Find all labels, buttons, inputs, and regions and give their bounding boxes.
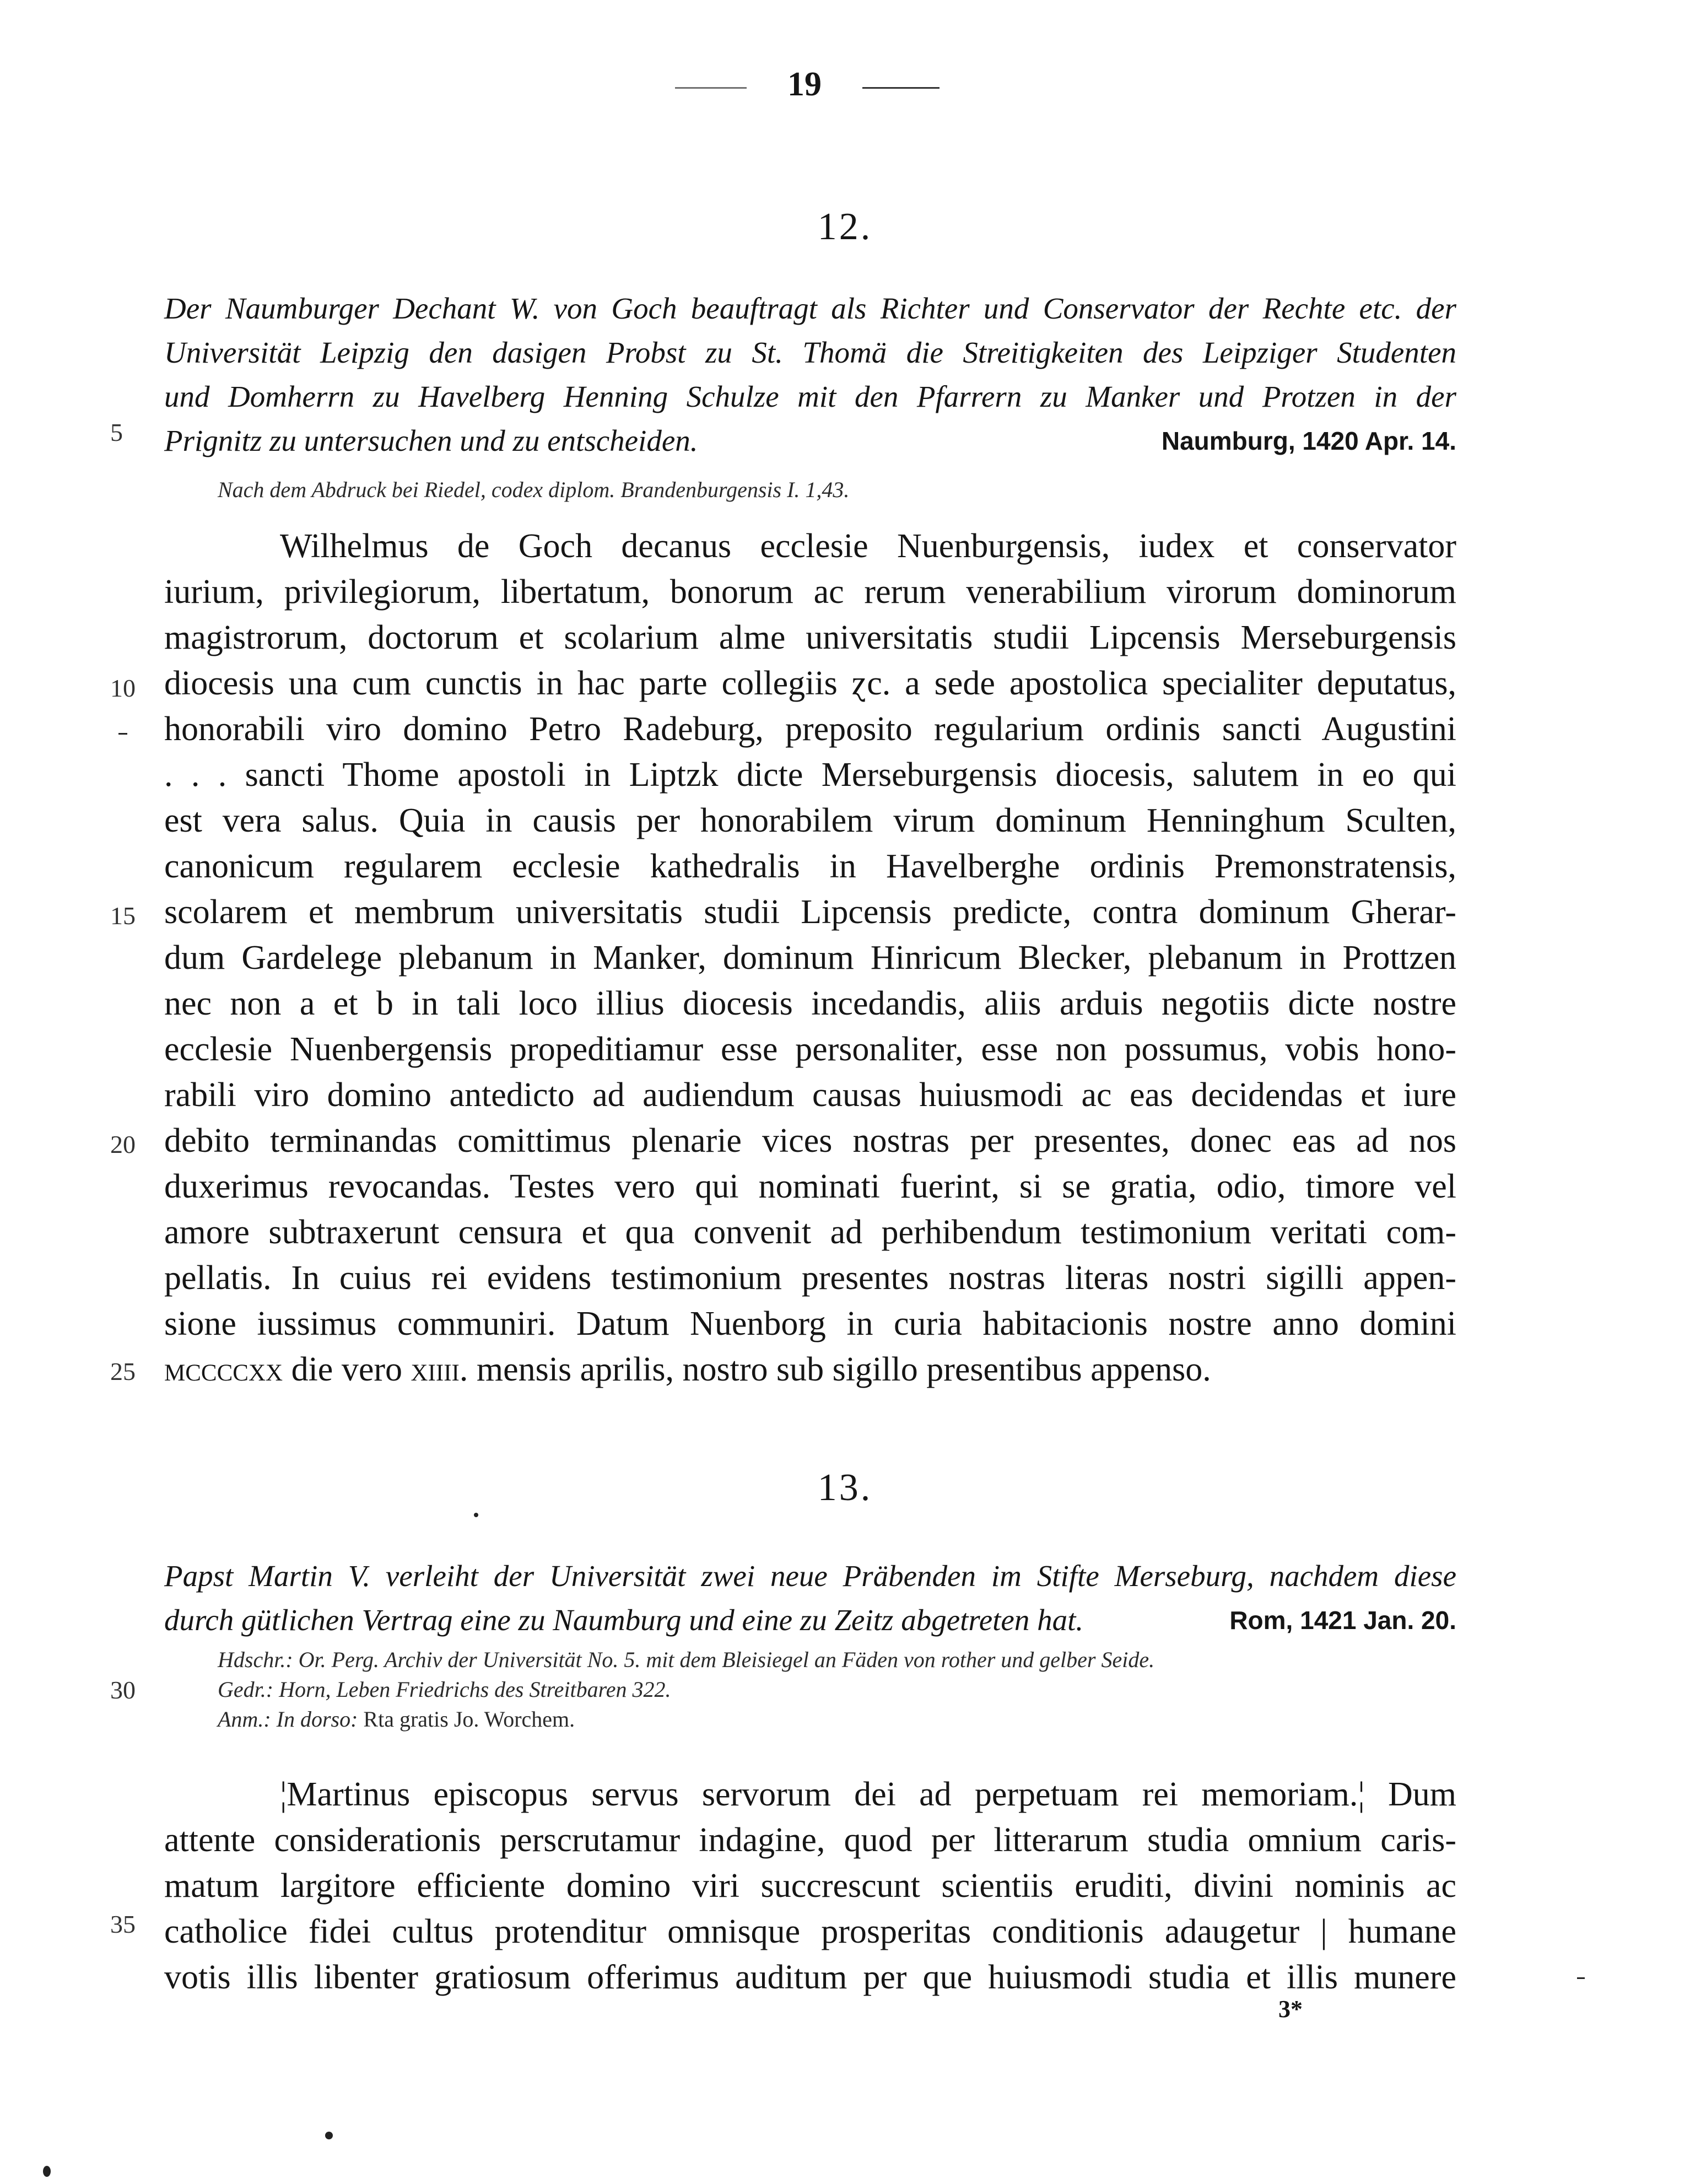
signature-mark: 3*: [1278, 1996, 1303, 2023]
text-fragment: die vero: [283, 1351, 411, 1388]
text-line: [164, 1347, 1456, 1393]
line-number: 15: [110, 902, 136, 930]
text-line: magistrorum, doctorum et scolarium alme universitatis studii Lipcensis Merseburgensis: [164, 619, 1456, 656]
regest-line: Universität Leipzig den dasigen Probst zu St. Thomä die Streitigkeiten des Leipziger Studenten: [164, 336, 1456, 369]
line-number: 10: [110, 674, 136, 702]
regest: [164, 287, 1456, 463]
text-line: iurium, privilegiorum, libertatum, bonorum ac rerum venerabilium virorum dominorum: [164, 573, 1456, 611]
text-line: nec non a et b in tali loco illius diocesis incedandis, aliis arduis negotiis dicte nostre: [164, 985, 1456, 1022]
text-line: scolarem et membrum universitatis studii Lipcensis predicte, contra dominum Gherar-: [164, 893, 1456, 931]
text-line: debito terminandas comittimus plenarie vices nostras per presentes, donec eas ad nos: [164, 1122, 1456, 1160]
regest-line: [164, 419, 1456, 463]
line-number: 25: [110, 1357, 136, 1385]
line-number: 30: [110, 1676, 136, 1704]
text-line: dum Gardelege plebanum in Manker, dominum Hinricum Blecker, plebanum in Prottzen: [164, 939, 1456, 977]
text-line: attente considerationis perscrutamur indagine, quod per litterarum studia omnium caris-: [164, 1821, 1456, 1859]
scan-speck: [118, 733, 127, 735]
regest-line: [164, 1598, 1456, 1642]
regest-line-text: durch gütlichen Vertrag eine zu Naumburg und eine zu Zeitz abgetreten hat.: [164, 1603, 1084, 1637]
day-numeral: xiiii.: [411, 1351, 468, 1388]
document-date: Naumburg, 1420 Apr. 14.: [1161, 427, 1456, 455]
text-line: ¦Martinus episcopus servus servorum dei ad perpetuam rei memoriam.¦ Dum: [280, 1776, 1456, 1813]
regest-line: Der Naumburger Dechant W. von Goch beauftragt als Richter und Conservator der Rechte etc. der: [164, 292, 1456, 325]
source-line: Hdschr.: Or. Perg. Archiv der Universität No. 5. mit dem Bleisiegel an Fäden von rother und gelber Seide.: [218, 1647, 1155, 1672]
running-header: [0, 65, 1690, 109]
source-text: Rta gratis Jo. Worchem.: [363, 1707, 575, 1732]
text-line: honorabili viro domino Petro Radeburg, preposito regularium ordinis sancti Augustini: [164, 710, 1456, 748]
document-number: 13.: [817, 1466, 873, 1509]
page-number: 19: [787, 66, 822, 103]
source-note: [218, 1645, 1430, 1734]
text-fragment: mensis aprilis, nostro sub sigillo presentibus appenso.: [468, 1351, 1211, 1388]
text-line: matum largitore efficiente domino viri succrescunt scientiis eruditi, divini nominis ac: [164, 1867, 1456, 1905]
text-line: rabili viro domino antedicto ad audiendum causas huiusmodi ac eas decidendas et iure: [164, 1076, 1456, 1114]
line-number: 5: [110, 418, 123, 446]
regest-line: Papst Martin V. verleiht der Universität zwei neue Präbenden im Stifte Merseburg, nachdem diese: [164, 1559, 1456, 1593]
scan-speck: [1577, 1977, 1585, 1979]
text-line: amore subtraxerunt censura et qua convenit ad perhibendum testimonium veritati com-: [164, 1214, 1456, 1251]
text-line: duxerimus revocandas. Testes vero qui nominati fuerint, si se gratia, odio, timore vel: [164, 1168, 1456, 1205]
document-date: Rom, 1421 Jan. 20.: [1229, 1606, 1456, 1635]
header-rule-right: [862, 87, 940, 89]
year-numeral: mccccxx: [164, 1351, 283, 1388]
regest-line-text: Prignitz zu untersuchen und zu entscheiden.: [164, 424, 698, 457]
text-line: diocesis una cum cunctis in hac parte collegiis ɀc. a sede apostolica specialiter deputatus,: [164, 665, 1456, 702]
header-rule-left: [675, 87, 747, 89]
text-line: . . . sancti Thome apostoli in Liptzk dicte Merseburgensis diocesis, salutem in eo qui: [164, 756, 1456, 794]
source-line: Gedr.: Horn, Leben Friedrichs des Streitbaren 322.: [218, 1677, 671, 1702]
line-number: 35: [110, 1910, 136, 1938]
text-line: votis illis libenter gratiosum offerimus auditum per que huiusmodi studia et illis munere: [164, 1959, 1456, 1996]
text-line: pellatis. In cuius rei evidens testimonium presentes nostras literas nostri sigilli appen-: [164, 1259, 1456, 1297]
document-text: [164, 524, 1456, 1393]
source-note: [218, 475, 1430, 505]
text-line: Wilhelmus de Goch decanus ecclesie Nuenburgensis, iudex et conservator: [280, 527, 1456, 565]
source-line: Nach dem Abdruck bei Riedel, codex diplom. Brandenburgensis I. 1,43.: [218, 477, 850, 502]
source-line: [218, 1705, 1430, 1734]
regest-line: und Domherrn zu Havelberg Henning Schulze mit den Pfarrern zu Manker und Protzen in der: [164, 380, 1456, 413]
scan-speck: [325, 2132, 333, 2139]
text-line: sione iussimus communiri. Datum Nuenborg in curia habitacionis nostre anno domini: [164, 1305, 1456, 1342]
document-number: 12.: [817, 206, 873, 248]
document-text: [164, 1772, 1456, 2000]
text-line: est vera salus. Quia in causis per honorabilem virum dominum Henninghum Sculten,: [164, 802, 1456, 839]
scan-speck: [474, 1513, 478, 1517]
text-line: catholice fidei cultus protenditur omnisque prosperitas conditionis adaugetur | humane: [164, 1913, 1456, 1950]
source-label: Anm.: In dorso:: [218, 1707, 364, 1732]
line-number: 20: [110, 1130, 136, 1158]
scan-speck: [43, 2166, 51, 2177]
text-line: ecclesie Nuenbergensis propeditiamur esse personaliter, esse non possumus, vobis hono-: [164, 1031, 1456, 1068]
text-line: canonicum regularem ecclesie kathedralis in Havelberghe ordinis Premonstratensis,: [164, 848, 1456, 885]
regest: [164, 1554, 1456, 1642]
